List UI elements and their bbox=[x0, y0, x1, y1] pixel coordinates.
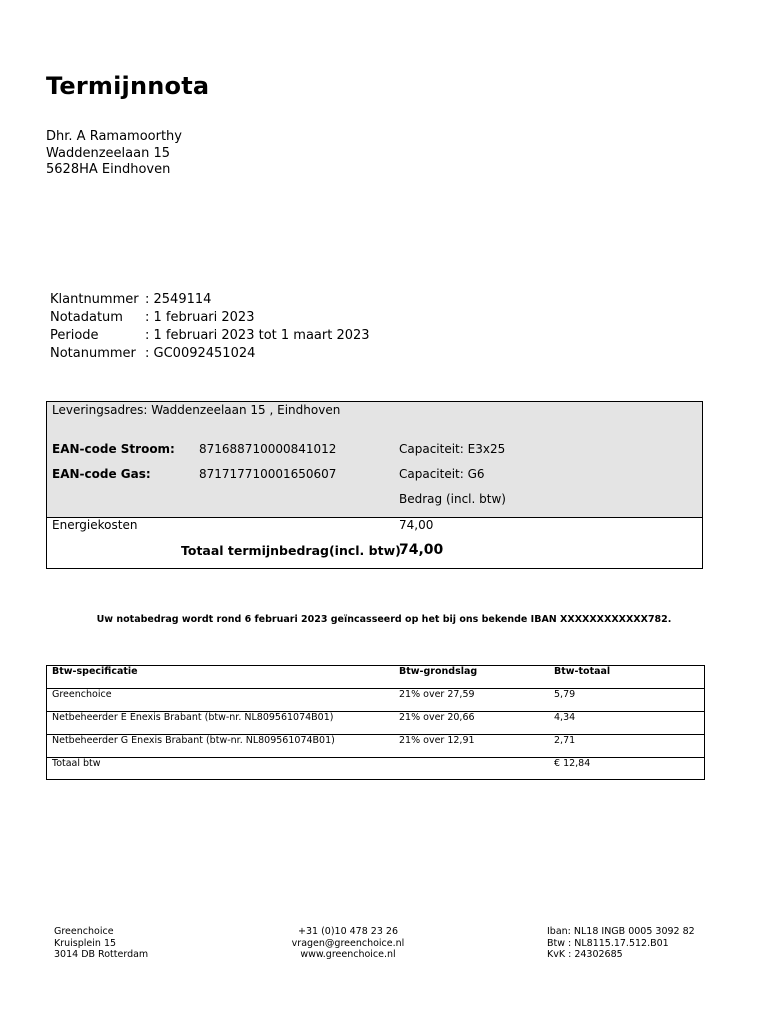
recipient-address bbox=[46, 129, 182, 179]
btw-header-spec: Btw-specificatie bbox=[52, 666, 138, 677]
footer-email: vragen@greenchoice.nl bbox=[291, 937, 405, 949]
btw-spec: Greenchoice bbox=[52, 689, 112, 700]
footer-company-city: 3014 DB Rotterdam bbox=[54, 949, 149, 960]
ean-gas-value: 871717710001650607 bbox=[199, 467, 337, 481]
footer-finance bbox=[547, 926, 695, 961]
btw-header-row bbox=[47, 666, 704, 689]
delivery-header bbox=[47, 402, 702, 518]
recipient-street: Waddenzeelaan 15 bbox=[46, 145, 171, 161]
meta-label: Notadatum bbox=[50, 310, 123, 325]
meta-row-notadatum bbox=[50, 309, 370, 327]
btw-totaal: 4,34 bbox=[554, 712, 576, 723]
recipient-name: Dhr. A Ramamoorthy bbox=[46, 129, 182, 144]
footer-iban: Iban: NL18 INGB 0005 3092 82 bbox=[547, 926, 695, 937]
invoice-meta bbox=[50, 291, 370, 363]
energy-costs-amount: 74,00 bbox=[399, 518, 434, 532]
meta-label: Periode bbox=[50, 328, 99, 343]
table-row bbox=[47, 689, 704, 712]
meta-row-periode bbox=[50, 327, 370, 345]
footer-company bbox=[54, 926, 148, 961]
table-row bbox=[47, 712, 704, 735]
footer-btw: Btw : NL8115.17.512.B01 bbox=[547, 937, 669, 949]
btw-total-value: € 12,84 bbox=[554, 758, 591, 769]
btw-grondslag: 21% over 12,91 bbox=[399, 735, 475, 746]
btw-header-grondslag: Btw-grondslag bbox=[399, 666, 478, 677]
meta-label: Klantnummer bbox=[50, 292, 139, 307]
document-title: Termijnnota bbox=[46, 72, 210, 100]
footer-contact bbox=[268, 926, 428, 961]
btw-grondslag: 21% over 27,59 bbox=[399, 689, 475, 700]
btw-grondslag: 21% over 20,66 bbox=[399, 712, 475, 723]
btw-totaal: 5,79 bbox=[554, 689, 576, 700]
meta-value: : GC0092451024 bbox=[145, 345, 255, 363]
delivery-box bbox=[46, 401, 703, 569]
total-amount: 74,00 bbox=[399, 542, 444, 558]
btw-header-totaal: Btw-totaal bbox=[554, 666, 611, 677]
energy-costs-label: Energiekosten bbox=[52, 518, 138, 532]
ean-gas-label: EAN-code Gas: bbox=[52, 467, 151, 481]
footer-phone: +31 (0)10 478 23 26 bbox=[298, 926, 398, 937]
footer-website: www.greenchoice.nl bbox=[300, 949, 396, 960]
ean-stroom-label: EAN-code Stroom: bbox=[52, 442, 175, 456]
footer-company-street: Kruisplein 15 bbox=[54, 937, 117, 949]
recipient-city: 5628HA Eindhoven bbox=[46, 162, 171, 177]
meta-row-klantnummer bbox=[50, 291, 370, 309]
collection-notice: Uw notabedrag wordt rond 6 februari 2023 geïncasseerd op het bij ons bekende IBAN XXXXXXXXXXXX782. bbox=[96, 614, 672, 625]
btw-totaal: 2,71 bbox=[554, 735, 576, 746]
btw-table bbox=[46, 665, 705, 780]
btw-spec: Netbeheerder G Enexis Brabant (btw-nr. NL809561074B01) bbox=[52, 735, 335, 746]
btw-total-row bbox=[47, 758, 704, 781]
meta-value: : 1 februari 2023 tot 1 maart 2023 bbox=[145, 327, 370, 345]
capacity-stroom: Capaciteit: E3x25 bbox=[399, 442, 506, 456]
footer-kvk: KvK : 24302685 bbox=[547, 949, 623, 960]
meta-label: Notanummer bbox=[50, 346, 136, 361]
btw-spec: Netbeheerder E Enexis Brabant (btw-nr. NL809561074B01) bbox=[52, 712, 334, 723]
footer-company-name: Greenchoice bbox=[54, 926, 114, 937]
btw-total-label: Totaal btw bbox=[52, 758, 101, 769]
amount-header: Bedrag (incl. btw) bbox=[399, 492, 506, 506]
meta-value: : 2549114 bbox=[145, 291, 211, 309]
total-label: Totaal termijnbedrag(incl. btw) bbox=[181, 543, 401, 558]
meta-value: : 1 februari 2023 bbox=[145, 309, 254, 327]
delivery-address: Leveringsadres: Waddenzeelaan 15 , Eindhoven bbox=[52, 403, 341, 417]
ean-stroom-value: 871688710000841012 bbox=[199, 442, 337, 456]
capacity-gas: Capaciteit: G6 bbox=[399, 467, 485, 481]
meta-row-notanummer bbox=[50, 345, 370, 363]
table-row bbox=[47, 735, 704, 758]
